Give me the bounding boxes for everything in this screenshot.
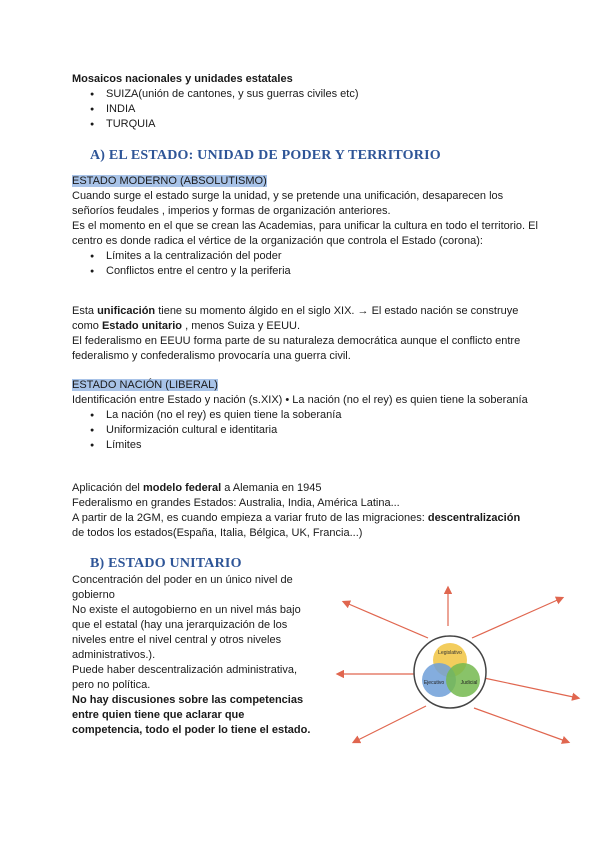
unitario-paragraph-4: No hay discusiones sobre las competencias entre quien tiene que aclarar que competencia, todo el poder lo tiene el estado. xyxy=(72,694,311,736)
list-item: ● Límites xyxy=(72,438,542,453)
mosaicos-list xyxy=(72,87,552,132)
list-item: ● La nación (no el rey) es quien tiene la soberanía xyxy=(72,408,542,423)
nacion-paragraph: Identificación entre Estado y nación (s.XIX) • La nación (no el rey) es quien tiene la soberanía xyxy=(72,394,528,406)
label-ejecutivo: Ejecutivo xyxy=(423,680,445,686)
arrow-lower-left xyxy=(354,706,426,742)
arrow-upper-right xyxy=(472,598,562,638)
moderno-list xyxy=(72,249,542,279)
estado-nacion-section xyxy=(72,378,542,453)
moderno-paragraph-1: Cuando surge el estado surge la unidad, y se pretende una unificación, desaparecen los señoríos feudales , imperios y formas de organización anteriores. xyxy=(72,190,504,217)
federal-line-3: A partir de la 2GM, es cuando empieza a variar fruto de las migraciones: descentralización xyxy=(72,512,521,524)
label-judicial: Judicial xyxy=(460,680,478,686)
mosaicos-title: Mosaicos nacionales y unidades estatales xyxy=(72,73,293,85)
unificacion-line-2: como Estado unitario , menos Suiza y EEUU. xyxy=(72,320,301,332)
estado-moderno-section xyxy=(72,174,542,279)
federal-line-1: Aplicación del modelo federal a Alemania en 1945 xyxy=(72,482,322,494)
mosaicos-section xyxy=(72,72,552,132)
list-item: ● TURQUIA xyxy=(72,117,552,132)
estado-unitario-section xyxy=(72,573,312,738)
moderno-paragraph-2: Es el momento en el que se crean las Academias, para unificar la cultura en todo el territorio. El centro es donde radica el vértice de la organización que controla el Estado (corona): xyxy=(72,220,538,247)
arrow-right xyxy=(484,678,578,698)
arrow-lower-right xyxy=(474,708,568,742)
unitario-paragraph-1: Concentración del poder en un único nivel de gobierno xyxy=(72,574,293,601)
list-item: ● SUIZA(unión de cantones, y sus guerras civiles etc) xyxy=(72,87,552,102)
list-item: ● Conflictos entre el centro y la periferia xyxy=(72,264,542,279)
nacion-list xyxy=(72,408,542,453)
unificacion-paragraph: El federalismo en EEUU forma parte de su naturaleza democrática aunque el conflicto entre federalismo y confederalismo provocaría una guerra civil. xyxy=(72,335,521,362)
estado-moderno-label: ESTADO MODERNO (ABSOLUTISMO) xyxy=(72,175,267,187)
label-legislativo: Legislativo xyxy=(438,650,462,656)
arrow-upper-left xyxy=(344,602,428,638)
unificacion-line-1: Esta unificación tiene su momento álgido en el siglo XIX. → El estado nación se construye xyxy=(72,305,519,317)
estado-nacion-label: ESTADO NACIÓN (LIBERAL) xyxy=(72,379,218,391)
list-item: ● Uniformización cultural e identitaria xyxy=(72,423,542,438)
unificacion-section xyxy=(72,304,542,364)
federal-line-2: Federalismo en grandes Estados: Australia, India, América Latina... xyxy=(72,497,400,509)
federal-section xyxy=(72,481,542,541)
unitario-paragraph-2: No existe el autogobierno en un nivel más bajo que el estatal (hay una jerarquización de los niveles entre el nivel central y otros niveles administrativos.). xyxy=(72,604,301,661)
list-item: ● Límites a la centralización del poder xyxy=(72,249,542,264)
heading-section-a: A) EL ESTADO: UNIDAD DE PODER Y TERRITORIO xyxy=(90,148,441,163)
heading-section-b: B) ESTADO UNITARIO xyxy=(90,556,242,571)
federal-line-4: de todos los estados(España, Italia, Bélgica, UK, Francia...) xyxy=(72,527,363,539)
unitario-paragraph-3: Puede haber descentralización administrativa, pero no política. xyxy=(72,664,298,691)
list-item: ● INDIA xyxy=(72,102,552,117)
powers-diagram xyxy=(330,582,592,748)
